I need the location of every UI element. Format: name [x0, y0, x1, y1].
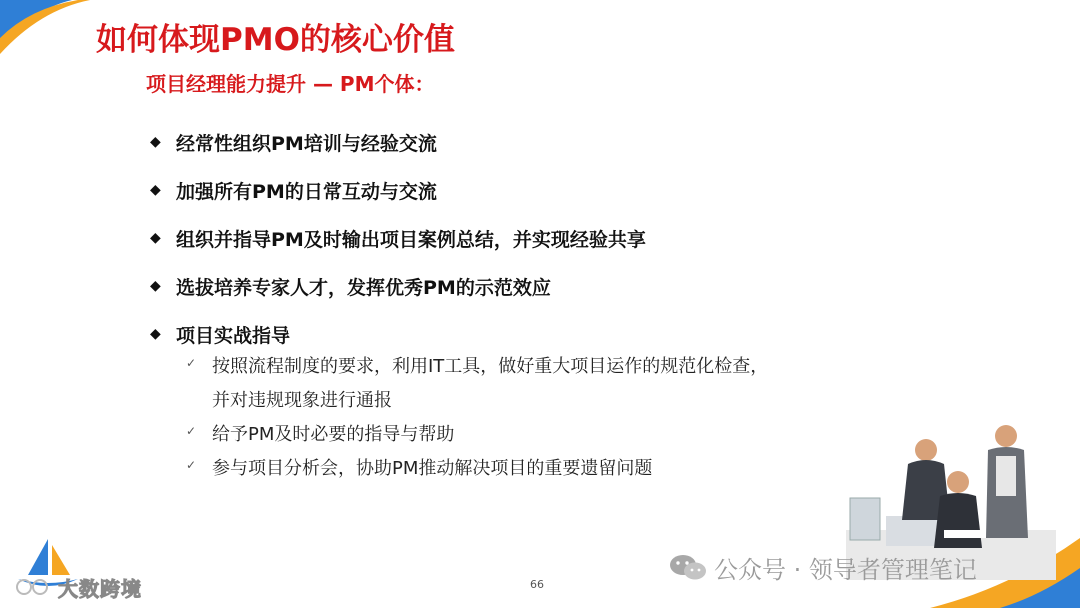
check-icon: ✓: [186, 458, 197, 472]
diamond-icon: ◆: [150, 278, 161, 294]
sub-item-text: 按照流程制度的要求，利用IT工具，做好重大项目运作的规范化检查，: [212, 356, 769, 377]
bullet-text: 组织并指导PM及时输出项目案例总结，并实现经验共享: [176, 228, 646, 251]
bullet-text: 选拔培养专家人才，发挥优秀PM的示范效应: [176, 276, 551, 299]
check-icon: ✓: [186, 424, 197, 438]
sub-item: [186, 452, 886, 486]
diamond-icon: ◆: [150, 182, 161, 198]
diamond-icon: ◆: [150, 326, 161, 342]
bullet-item: [150, 262, 910, 310]
sub-item-text: 给予PM及时必要的指导与帮助: [212, 424, 455, 445]
diamond-icon: ◆: [150, 230, 161, 246]
bullet-item: [150, 214, 910, 262]
wechat-icon: [668, 552, 708, 582]
bullet-text: 加强所有PM的日常互动与交流: [176, 180, 437, 203]
corner-decoration-top-left: [0, 0, 90, 60]
diamond-icon: ◆: [150, 134, 161, 150]
sub-item: [186, 350, 886, 418]
bullet-item: [150, 118, 910, 166]
slide-title: 如何体现PMO的核心价值: [96, 22, 455, 58]
watermark-text: 公众号 · 领导者管理笔记: [714, 555, 977, 584]
sub-item-text: 并对违规现象进行通报: [212, 390, 392, 411]
sub-item: [186, 418, 886, 452]
bullet-text: 项目实战指导: [176, 324, 291, 347]
sub-item-text: 参与项目分析会，协助PM推动解决项目的重要遗留问题: [212, 458, 653, 479]
slide-subtitle: 项目经理能力提升 — PM个体：: [146, 72, 435, 96]
bullet-item: [150, 166, 910, 214]
bullet-list: [150, 118, 910, 358]
check-icon: ✓: [186, 356, 197, 370]
logo-text: 大数跨境: [58, 577, 142, 601]
watermark: [668, 550, 977, 584]
sub-bullet-list: [186, 350, 886, 486]
page-number: 66: [530, 578, 544, 591]
bullet-text: 经常性组织PM培训与经验交流: [176, 132, 437, 155]
